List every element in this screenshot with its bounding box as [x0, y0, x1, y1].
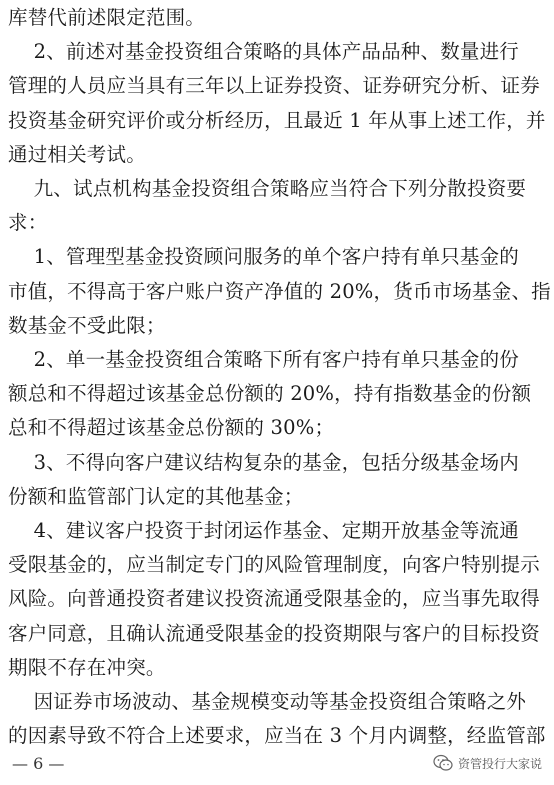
text-line: 总和不得超过该基金总份额的 30%；	[8, 416, 335, 440]
text-line: 3、不得向客户建议结构复杂的基金，包括分级基金场内	[8, 450, 520, 474]
text-line: 客户同意，且确认流通受限基金的投资期限与客户的目标投资	[8, 621, 540, 645]
page-number: — 6 —	[12, 754, 65, 773]
text-line: 的因素导致不符合上述要求，应当在 3 个月内调整，经监管部	[8, 724, 546, 748]
text-line: 2、单一基金投资组合策略下所有客户持有单只基金的份	[8, 348, 520, 371]
text-line: 库替代前述限定范围。	[8, 6, 206, 29]
text-line: 因证券市场波动、基金规模变动等基金投资组合策略之外	[8, 690, 527, 713]
text-line: 数基金不受此限；	[8, 313, 166, 337]
wechat-icon	[433, 754, 453, 772]
text-line: 市值，不得高于客户账户资产净值的 20%，货币市场基金、指	[8, 279, 551, 303]
watermark-text: 资管投行大家说	[457, 756, 542, 771]
text-line: 额总和不得超过该基金总份额的 20%，持有指数基金的份额	[8, 382, 532, 406]
text-line: 投资基金研究评价或分析经历，且最近 1 年从事上述工作，并	[8, 108, 546, 132]
watermark	[429, 752, 546, 774]
text-line: 求：	[8, 211, 48, 235]
text-line: 风险。向普通投资者建议投资流通受限基金的，应当事先取得	[8, 587, 540, 611]
text-line: 受限基金的，应当制定专门的风险管理制度，向客户特别提示	[8, 553, 540, 577]
text-line: 1、管理型基金投资顾问服务的单个客户持有单只基金的	[8, 245, 520, 269]
text-line: 2、前述对基金投资组合策略的具体产品品种、数量进行	[8, 40, 520, 64]
text-line: 期限不存在冲突。	[8, 655, 166, 679]
text-line: 九、试点机构基金投资组合策略应当符合下列分散投资要	[8, 177, 527, 200]
text-line: 通过相关考试。	[8, 142, 146, 166]
text-line: 份额和监管部门认定的其他基金；	[8, 484, 304, 508]
text-line: 4、建议客户投资于封闭运作基金、定期开放基金等流通	[8, 519, 520, 542]
text-line: 管理的人员应当具有三年以上证券投资、证券研究分析、证券	[8, 74, 540, 98]
